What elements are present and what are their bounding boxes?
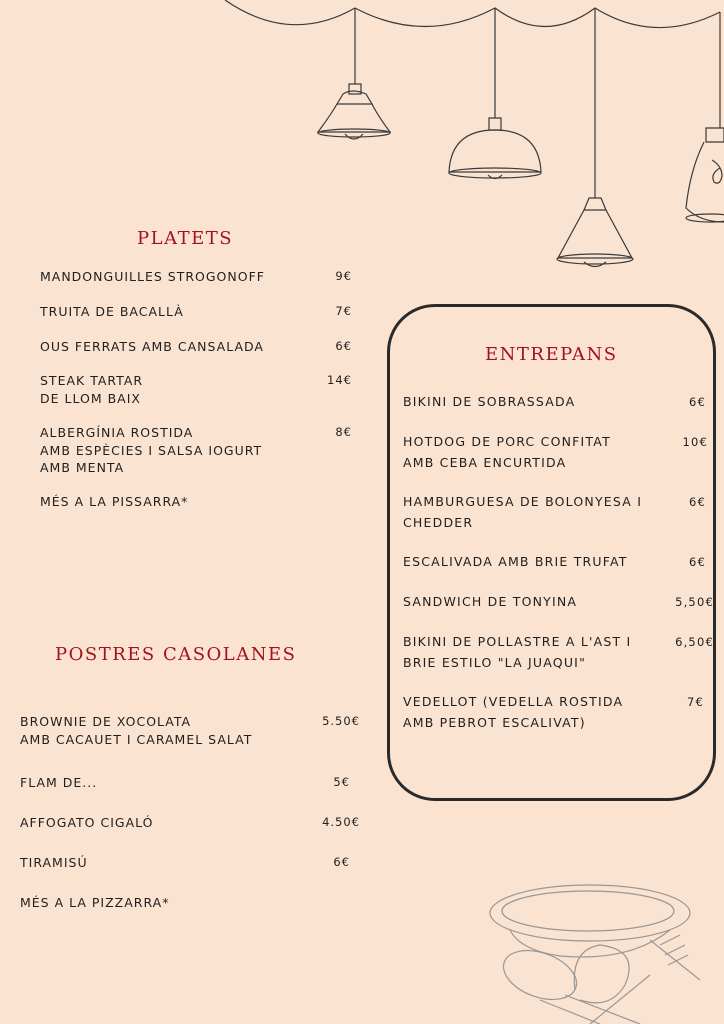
item-price: 5.50€ [322, 714, 360, 728]
item-name: MANDONGUILLES STROGONOFF [40, 269, 265, 284]
item-name: BIKINI DE POLLASTRE A L'AST I BRIE ESTILO "LA JUAQUI" [403, 634, 632, 670]
item-price: 5€ [333, 775, 350, 789]
item-price: 6,50€ [675, 635, 714, 649]
item-name: BIKINI DE SOBRASSADA [403, 394, 576, 409]
entrepans-title: ENTREPANS [485, 344, 618, 365]
item-name: SANDWICH DE TONYINA [403, 594, 578, 609]
item-price: 6€ [688, 555, 706, 569]
item-name: AFFOGATO CIGALÓ [20, 815, 154, 830]
item-price: 4.50€ [322, 815, 360, 829]
item-price: 6€ [688, 395, 706, 409]
item-price: 7€ [335, 304, 352, 318]
item-name: MÉS A LA PISSARRA* [40, 494, 189, 509]
postres-title: POSTRES CASOLANES [55, 644, 297, 665]
item-name: TIRAMISÚ [20, 855, 88, 870]
item-price: 8€ [335, 425, 352, 439]
item-name: MÉS A LA PIZZARRA* [20, 895, 170, 910]
item-price: 14€ [327, 373, 352, 387]
item-name: ALBERGÍNIA ROSTIDA AMB ESPÈCIES I SALSA IOGURT AMB MENTA [40, 425, 263, 475]
item-price: 7€ [686, 695, 704, 709]
item-price: 6€ [688, 495, 706, 509]
item-name: VEDELLOT (VEDELLA ROSTIDA AMB PEBROT ESCALIVAT) [403, 694, 624, 730]
item-name: STEAK TARTAR DE LLOM BAIX [40, 373, 144, 406]
item-price: 5,50€ [675, 595, 714, 609]
item-name: OUS FERRATS AMB CANSALADA [40, 339, 264, 354]
item-name: HOTDOG DE PORC CONFITAT AMB CEBA ENCURTIDA [403, 434, 611, 470]
item-price: 6€ [333, 855, 350, 869]
item-price: 10€ [682, 435, 708, 449]
item-name: ESCALIVADA AMB BRIE TRUFAT [403, 554, 628, 569]
item-name: TRUITA DE BACALLÀ [40, 304, 184, 319]
item-price: 9€ [335, 269, 352, 283]
item-name: BROWNIE DE XOCOLATA AMB CACAUET I CARAMEL SALAT [20, 714, 253, 747]
item-price: 6€ [335, 339, 352, 353]
item-name: FLAM DE... [20, 775, 98, 790]
item-name: HAMBURGUESA DE BOLONYESA I CHEDDER [403, 494, 643, 530]
platets-title: PLATETS [137, 228, 234, 249]
